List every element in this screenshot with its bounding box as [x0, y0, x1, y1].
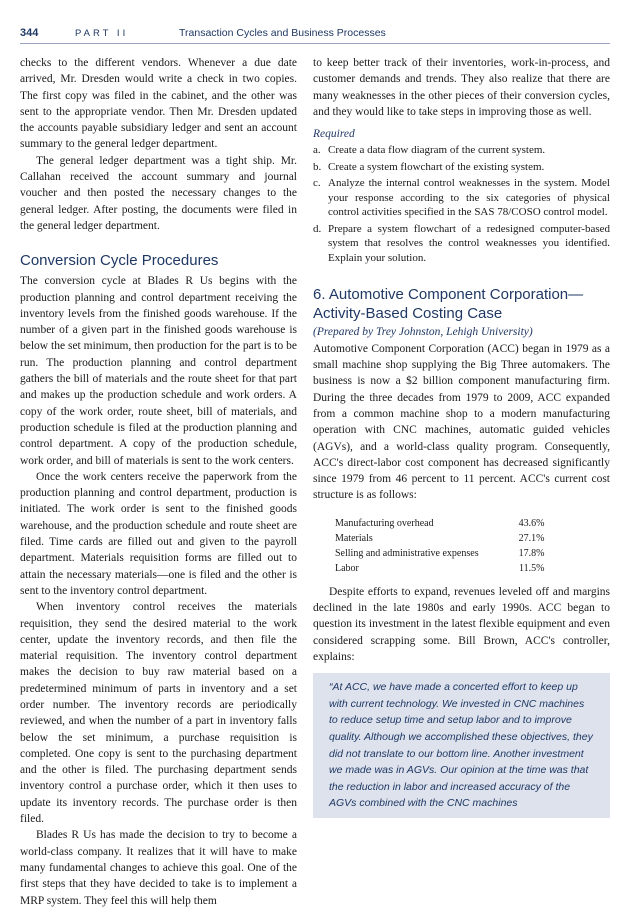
list-item — [313, 160, 610, 175]
cost-label: Materials — [335, 532, 373, 544]
paragraph: Automotive Component Corporation (ACC) began in 1979 as a small machine shop supplying the Big Three automakers. The business is now a $2 billion component manufacturing firm. During the three decades from 1979 to 2009, ACC expanded from a common machine shop to a modern manufacturing operation with CNC machines, automatic guided vehicles (AGVs), and a world-class quality program. Consequently, ACC's direct-labor cost component has decreased significantly since 1979 from 46 percent to 11 percent. ACC's current cost structure is as follows: — [313, 342, 610, 502]
cost-value: 17.8% — [518, 547, 545, 559]
cost-value: 11.5% — [518, 562, 545, 574]
quote-box: “At ACC, we have made a concerted effort to keep up with current technology. We invested in CNC machines to reduce setup time and setup labor and to improve quality. Although we accomplished these objectives, they did not translate to our bottom line. Another investment we made was in AGVs. Our opinion at the time was that the reduction in labor and increased accuracy of the AGVs combined with the CNC machines — [313, 673, 610, 818]
cost-label: Labor — [335, 562, 359, 574]
right-column — [313, 55, 610, 818]
paragraph: When inventory control receives the materials requisition, they send the desired material to the work center, update the inventory records, and then file the material requisition. The inventory control department makes the decision to buy raw material based on a predetermined minimum of parts in inventory and a set order number. The inventory records are periodically reviewed, and when the number of a part in inventory falls below the set minimum, a purchase requisition is completed. One copy is sent to the purchasing department and the other is filed. The purchasing department sends inventory control a purchase order, which it then uses to update its inventory records. The purchase order is then filed. — [20, 601, 297, 826]
page-number: 344 — [20, 27, 39, 39]
cost-value: 43.6% — [518, 517, 545, 529]
paragraph: to keep better track of their inventories, work-in-process, and customer demands and trends. They also realize that there are many weaknesses in the other pieces of their conversion cycles, and they would like to take steps in improving those as well. — [313, 57, 610, 118]
list-marker: a. — [313, 144, 321, 157]
section-heading: Conversion Cycle Procedures — [20, 252, 219, 270]
list-item-text: Analyze the internal control weaknesses in the system. Model your response according to the six categories of physical control activities specified in the SAS 78/COSO control model. — [328, 177, 610, 219]
list-marker: b. — [313, 160, 322, 173]
paragraph: Blades R Us has made the decision to try to become a world-class company. It realizes that it will have to make many fundamental changes to achieve this goal. One of the first steps that they have decided to take is to implement a MRP system. They feel this will help them — [20, 829, 297, 907]
table-row — [335, 531, 544, 546]
paragraph: checks to the different vendors. Whenever a due date arrived, Mr. Dresden would write a check in two copies. The first copy was filed in the cabinet, and the other was sent to the appropriate vendor. Then Mr. Dresden updated the accounts payable subsidiary ledger and sent an account summary to the general ledger department. — [20, 57, 297, 151]
running-title: Transaction Cycles and Business Processes — [179, 27, 386, 39]
paragraph: The general ledger department was a tight ship. Mr. Callahan received the account summary and journal voucher and then posted the necessary changes to the general ledger. After posting, the documents were filed in the general ledger department. — [20, 154, 297, 232]
paragraph: Despite efforts to expand, revenues leveled off and margins declined in the late 1980s and early 1990s. ACC began to question its investment in the latest flexible equipment and even considered scrapping some. Bill Brown, ACC's controller, explains: — [313, 585, 610, 663]
list-item — [313, 176, 610, 220]
required-heading: Required — [313, 128, 355, 141]
case-author: (Prepared by Trey Johnston, Lehigh University) — [313, 326, 533, 339]
cost-structure-table — [335, 516, 544, 576]
table-row — [335, 546, 544, 561]
list-marker: d. — [313, 222, 322, 235]
list-item-text: Create a data flow diagram of the current system. — [328, 144, 546, 157]
table-row — [335, 561, 544, 576]
table-row — [335, 516, 544, 531]
requirements-list — [313, 143, 610, 265]
paragraph: The conversion cycle at Blades R Us begins with the production planning and control department receiving the inventory levels from the finished goods warehouse. If the number of a given part in the finished goods warehouse is below the set minimum, then production for the part is to be run. The production planning and control department gathers the bill of materials and the route sheet for that part and makes up the production schedule and work orders. A copy of the work order, route sheet, bill of materials, and production schedule is filed at the production planning and control department. A copy of the production schedule, work order, and bill of materials is sent to the work centers. — [20, 275, 297, 467]
list-item — [313, 143, 610, 158]
cost-value: 27.1% — [518, 532, 545, 544]
cost-label: Manufacturing overhead — [335, 517, 434, 529]
case-heading: 6. Automotive Component Corporation—Activity-Based Costing Case — [313, 286, 584, 323]
running-header — [20, 27, 610, 43]
paragraph: Once the work centers receive the paperwork from the production planning and control department, production is initiated. The work order is sent to the finished goods warehouse, and the production schedule and route sheet are filed. Time cards are filled out and given to the payroll department. Materials requisition forms are filled out to attain the necessary materials—one is filed and the other is sent to the inventory control department. — [20, 470, 297, 597]
cost-label: Selling and administrative expenses — [335, 547, 479, 559]
part-label: PART II — [75, 28, 129, 39]
left-column — [20, 55, 297, 909]
list-item-text: Create a system flowchart of the existing system. — [328, 160, 545, 173]
list-item-text: Prepare a system flowchart of a redesigned computer-based system that resolves the control weaknesses you identified. Explain your solution. — [328, 222, 610, 264]
list-item — [313, 222, 610, 266]
list-marker: c. — [313, 177, 321, 190]
header-rule — [20, 43, 610, 44]
